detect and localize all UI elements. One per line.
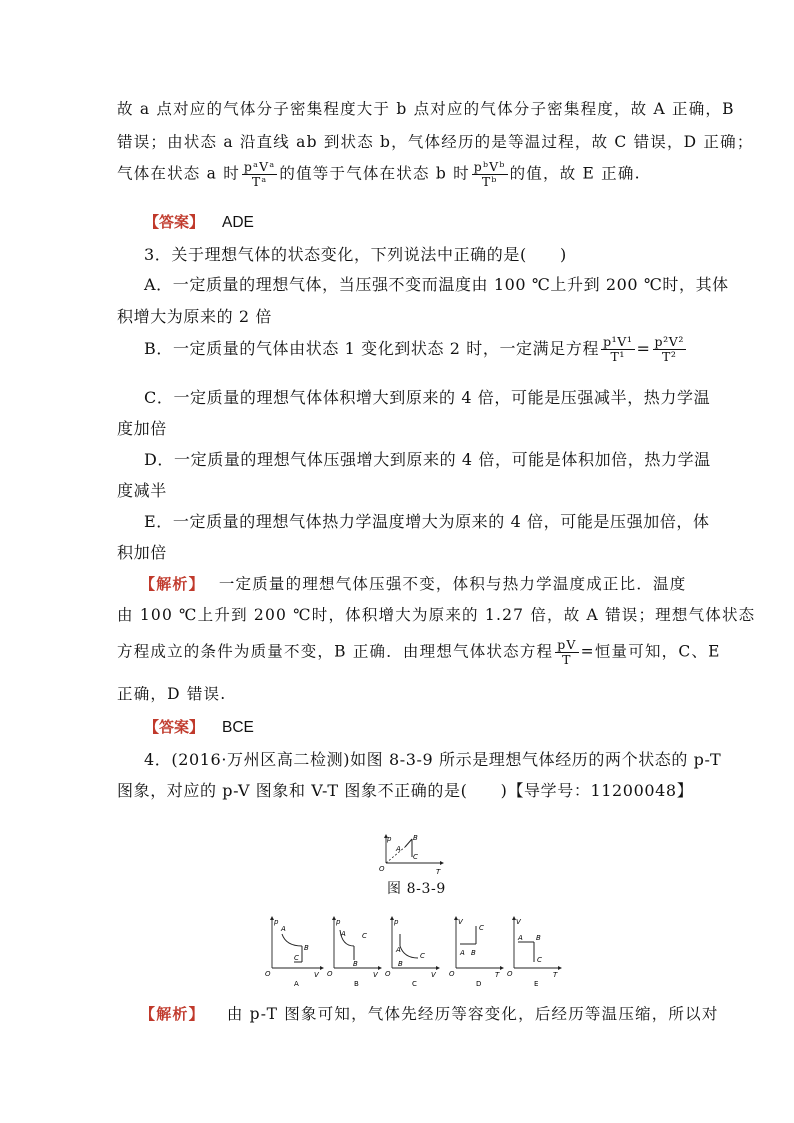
text-line: 错误；由状态 a 沿直线 ab 到状态 b，气体经历的是等温过程，故 C 错误，D 正确； [117,133,754,151]
option-c-line: C．一定质量的理想气体体积增大到原来的 4 倍，可能是压强减半，热力学温 [144,388,711,407]
axis-label-p: p [336,918,341,926]
option-label: D [476,980,482,987]
fraction-denominator: T¹ [610,349,626,364]
text-fragment: 的值，故 E 正确. [509,164,641,183]
text-line: 故 a 点对应的气体分子密集程度大于 b 点对应的气体分子密集程度，故 A 正确，B [117,100,735,118]
axis-label-t: T [436,868,441,876]
point-label-b: B [536,934,541,942]
point-label-b: B [353,960,358,968]
text-fragment: 方程成立的条件为质量不变，B 正确．由理想气体状态方程 [117,642,554,661]
fraction-numerator: pᵃVᵃ [243,159,276,174]
point-label-b: B [304,944,309,952]
origin-label: O [327,970,333,978]
option-graph-a [265,916,324,987]
point-label-c: C [362,932,367,940]
analysis-line: 正确，D 错误. [117,685,227,703]
axis-label-v: V [431,971,436,979]
origin-label: O [507,970,513,978]
option-graph-e [507,916,562,987]
answer-tag: 【答案】 [144,213,205,231]
answer-value: ADE [222,214,254,231]
option-e-line: E．一定质量的理想气体热力学温度增大为原来的 4 倍，可能是压强加倍，体 [144,512,710,531]
axis-label-p: p [394,918,399,926]
option-label: B [354,980,359,987]
option-d-line: D．一定质量的理想气体压强增大到原来的 4 倍，可能是体积加倍，热力学温 [144,450,711,469]
fraction-numerator: pV [557,637,577,652]
fraction-numerator: p¹V¹ [603,334,633,349]
point-label-a: A [396,845,401,853]
option-graphs [258,912,568,987]
fraction-numerator: p²V² [654,334,684,349]
question-3-stem: 3．关于理想气体的状态变化，下列说法中正确的是( ) [144,245,567,264]
question-4-stem: 4．(2016·万州区高二检测)如图 8-3-9 所示是理想气体经历的两个状态的 p-T [144,750,722,769]
analysis-tag: 【解析】 [140,575,205,593]
option-label: E [534,980,539,987]
axis-label-t: T [495,971,500,979]
point-label-b: B [413,834,418,842]
option-graph-c [385,916,440,987]
fraction-state-a [242,160,277,189]
axis-label-p: p [387,835,392,843]
fraction-pv-over-t [555,638,578,667]
origin-label: O [385,970,391,978]
text-line-with-fractions [117,160,641,189]
fraction-numerator: pᵇVᵇ [473,159,506,174]
point-label-a: A [396,946,401,954]
analysis-tag: 【解析】 [140,1005,205,1023]
fraction-state-2 [653,335,686,364]
figure-caption: 图 8-3-9 [387,881,446,897]
text-fragment: =恒量可知，C、E [580,642,721,661]
point-label-a: A [460,949,465,957]
question-4-stem: 图象，对应的 p-V 图象和 V-T 图象不正确的是( )【导学号：11200048】 [117,781,694,800]
text-fragment: 的值等于气体在状态 b 时 [279,164,470,183]
equals-sign: = [636,339,651,358]
origin-label: O [379,865,385,873]
point-label-b: B [398,960,403,968]
analysis-line [117,638,721,667]
analysis-line [140,572,686,594]
answer-value: BCE [222,719,254,736]
point-label-c: C [420,952,425,960]
axis-label-t: T [553,971,558,979]
option-label: C [412,980,417,987]
axis-label-v: V [458,918,463,926]
point-label-c: C [294,954,299,962]
fraction-state-1 [601,335,634,364]
option-d-line: 度减半 [117,481,167,500]
option-e-line: 积加倍 [117,543,167,562]
option-label: A [294,980,299,987]
option-c-line: 度加倍 [117,419,167,438]
point-label-c: C [537,956,542,964]
answer-line [144,211,254,232]
point-label-a: A [281,925,286,933]
fraction-denominator: T² [661,349,677,364]
text-fragment: 由 p-T 图象可知，气体先经历等容变化，后经历等温压缩，所以对 [226,1005,719,1023]
text-fragment: 一定质量的理想气体压强不变，体积与热力学温度成正比．温度 [218,575,687,593]
option-graph-d [449,916,504,987]
fraction-denominator: Tᵃ [251,174,268,189]
fraction-state-b [472,160,508,189]
option-b-line [144,335,688,364]
point-label-c: C [413,853,418,861]
axis-label-v: V [516,918,521,926]
option-graph-b [327,916,382,987]
analysis-line: 由 100 ℃上升到 200 ℃时，体积增大为原来的 1.27 倍，故 A 错误；理想气体状态 [117,606,756,624]
fraction-denominator: Tᵇ [481,174,498,189]
option-a-line: A．一定质量的理想气体，当压强不变而温度由 100 ℃上升到 200 ℃时，其体 [144,275,729,294]
point-label-a: A [518,934,523,942]
analysis-line [140,1002,719,1024]
point-label-b: B [471,949,476,957]
point-label-a: A [341,930,346,938]
axis-label-p: p [274,918,279,926]
fraction-denominator: T [562,652,572,667]
text-fragment: 气体在状态 a 时 [117,164,240,183]
origin-label: O [265,970,271,978]
answer-tag: 【答案】 [144,718,205,736]
text-fragment: B．一定质量的气体由状态 1 变化到状态 2 时，一定满足方程 [144,339,600,358]
answer-line [144,716,254,737]
point-label-c: C [479,924,484,932]
axis-label-v: V [314,971,319,979]
option-a-line: 积增大为原来的 2 倍 [117,307,272,326]
axis-label-v: V [373,971,378,979]
origin-label: O [449,970,455,978]
